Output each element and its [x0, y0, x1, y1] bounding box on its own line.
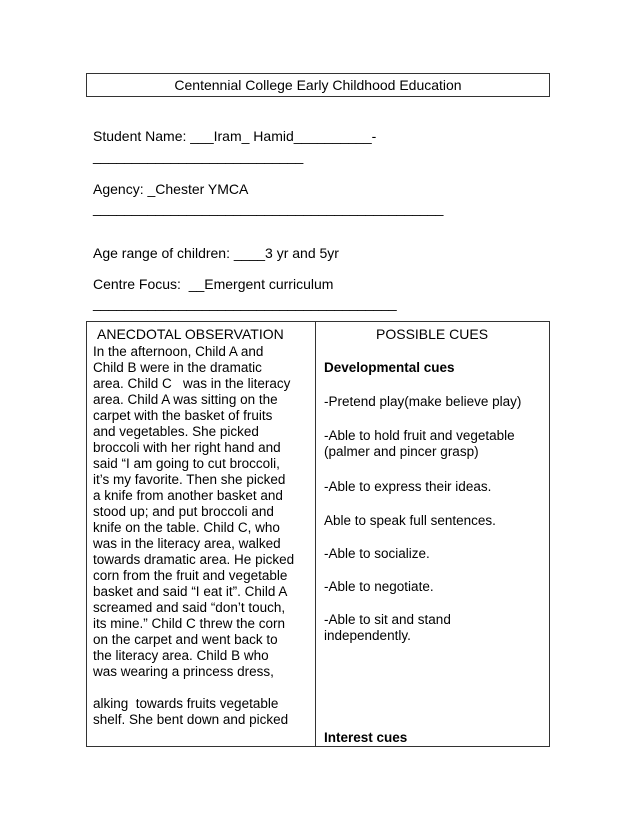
- cue-item: -Able to negotiate.: [324, 579, 434, 594]
- observation-line: a knife from another basket and: [93, 488, 283, 503]
- observation-line: basket and said “I eat it”. Child A: [93, 584, 288, 599]
- cue-item: (palmer and pincer grasp): [324, 444, 479, 459]
- observation-line: broccoli with her right hand and: [93, 440, 281, 455]
- observation-line: corn from the fruit and vegetable: [93, 568, 288, 583]
- possible-cues-header: POSSIBLE CUES: [376, 326, 489, 342]
- observation-line: its mine.” Child C threw the corn: [93, 616, 286, 631]
- observation-line: stood up; and put broccoli and: [93, 504, 274, 519]
- cue-item: -Able to hold fruit and vegetable: [324, 428, 515, 443]
- observation-line: it’s my favorite. Then she picked: [93, 472, 286, 487]
- observation-line: and vegetables. She picked: [93, 424, 259, 439]
- cue-item: -Able to socialize.: [324, 546, 430, 561]
- observation-line: area. Child A was sitting on the: [93, 392, 278, 407]
- observation-line: shelf. She bent down and picked: [93, 712, 289, 727]
- centre-focus-line: Centre Focus: __Emergent curriculum: [93, 276, 334, 292]
- interest-cues-heading: Interest cues: [324, 730, 408, 745]
- observation-line: on the carpet and went back to: [93, 632, 278, 647]
- cue-item: Able to speak full sentences.: [324, 513, 496, 528]
- observation-line: was in the literacy area, walked: [93, 536, 281, 551]
- observation-line: carpet with the basket of fruits: [93, 408, 273, 423]
- agency-line: Agency: _Chester YMCA: [93, 181, 249, 197]
- student-name-line: Student Name: ___Iram_ Hamid__________-: [93, 128, 377, 144]
- observation-line: alking towards fruits vegetable: [93, 696, 279, 711]
- age-range-line: Age range of children: ____3 yr and 5yr: [93, 245, 339, 261]
- cue-item: -Able to sit and stand: [324, 612, 451, 627]
- observation-line: area. Child C was in the literacy: [93, 376, 291, 391]
- observation-line: knife on the table. Child C, who: [93, 520, 280, 535]
- centre-focus-underline: _______________________________________: [93, 295, 397, 311]
- student-name-underline: ___________________________: [93, 148, 304, 164]
- observation-line: towards dramatic area. He picked: [93, 552, 295, 567]
- agency-underline: _____________________________________________: [93, 200, 444, 216]
- column-divider: [315, 322, 316, 746]
- observation-line: was wearing a princess dress,: [93, 664, 274, 679]
- cue-item: -Pretend play(make believe play): [324, 394, 522, 409]
- observation-line: screamed and said “don’t touch,: [93, 600, 286, 615]
- observation-line: the literacy area. Child B who: [93, 648, 269, 663]
- cue-item: -Able to express their ideas.: [324, 479, 492, 494]
- observation-line: Child B were in the dramatic: [93, 360, 262, 375]
- document-title: Centennial College Early Childhood Education: [86, 73, 550, 97]
- anecdotal-observation-header: ANECDOTAL OBSERVATION: [97, 326, 284, 342]
- observation-line: In the afternoon, Child A and: [93, 344, 264, 359]
- observation-line: said “I am going to cut broccoli,: [93, 456, 280, 471]
- cue-item: independently.: [324, 628, 411, 643]
- observation-table: [86, 321, 550, 747]
- developmental-cues-heading: Developmental cues: [324, 360, 455, 375]
